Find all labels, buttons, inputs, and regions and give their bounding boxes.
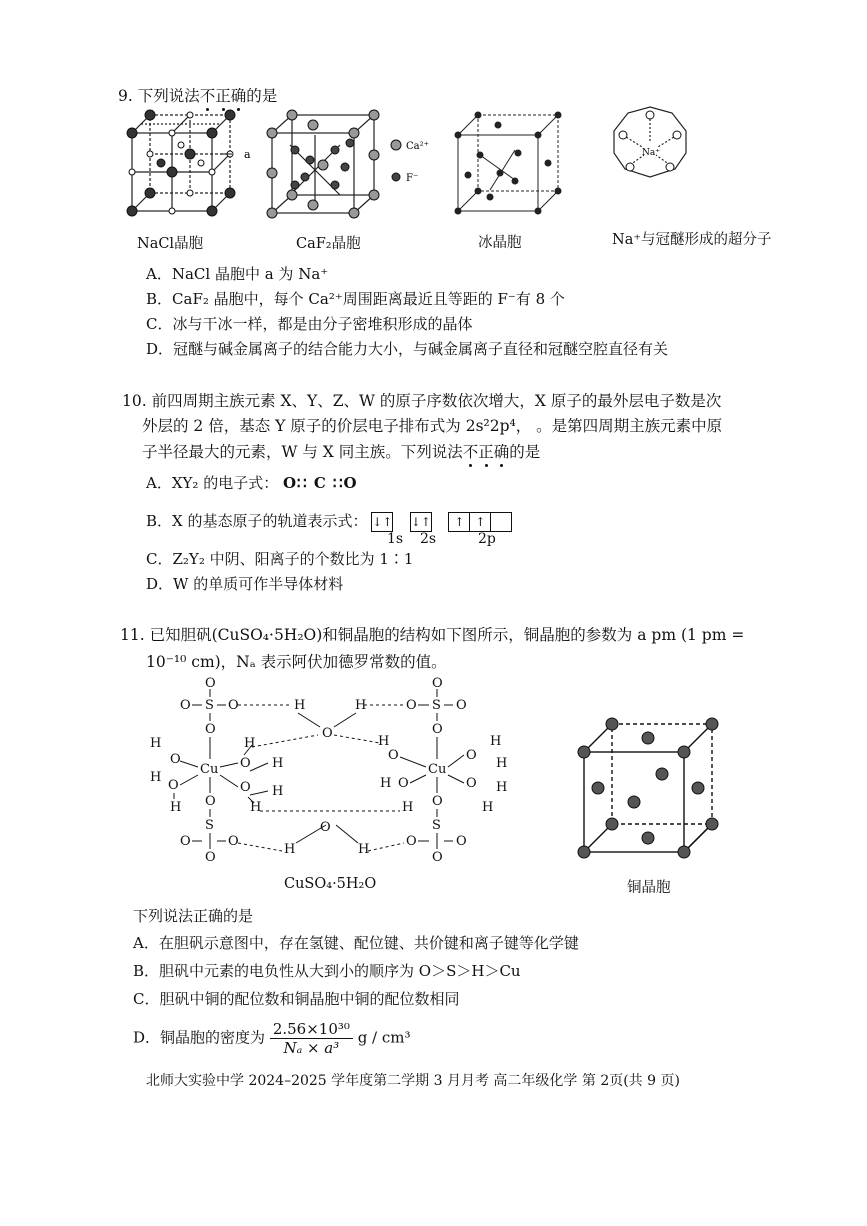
svg-text:O: O (388, 748, 399, 763)
svg-text:O: O (168, 778, 179, 793)
svg-text:O: O (320, 820, 331, 835)
q11-option-b: B．胆矾中元素的电负性从大到小的顺序为 O＞S＞H＞Cu (133, 962, 521, 980)
svg-text:S: S (432, 818, 441, 833)
q9-option-d: D．冠醚与碱金属离子的结合能力大小，与碱金属离子直径和冠醚空腔直径有关 (146, 340, 669, 358)
q11-option-a: A．在胆矾示意图中，存在氢键、配位键、共价键和离子键等化学键 (133, 934, 579, 952)
q9-stem: 9. 下列说法不正确的是 (118, 84, 277, 106)
q10-option-c: C．Z₂Y₂ 中阴、阳离子的个数比为 1∶1 (146, 550, 414, 568)
q9-option-c: C．冰与干冰一样，都是由分子密堆积形成的晶体 (146, 315, 473, 333)
svg-text:O: O (432, 850, 443, 865)
svg-text:O: O (170, 752, 181, 767)
svg-text:H: H (272, 756, 284, 771)
orbital-box-2p-2: ↑ (469, 512, 491, 532)
svg-text:O: O (205, 850, 216, 865)
svg-text:H: H (244, 736, 256, 751)
q11-option-c: C．胆矾中铜的配位数和铜晶胞中铜的配位数相同 (133, 990, 460, 1008)
svg-text:H: H (402, 800, 414, 815)
q11-line2: 10⁻¹⁰ cm)，Nₐ 表示阿伏加德罗常数的值。 (146, 653, 447, 671)
svg-text:O: O (180, 698, 191, 713)
svg-text:O: O (180, 834, 191, 849)
f-legend-icon (392, 173, 400, 181)
svg-text:Cu: Cu (200, 762, 219, 777)
svg-text:H: H (358, 842, 370, 857)
orbital-box-1s: ↓↑ (371, 512, 393, 532)
caption-crown: Na⁺与冠醚形成的超分子 (612, 232, 772, 248)
svg-text:O: O (456, 834, 467, 849)
q9-option-a: A．NaCl 晶胞中 a 为 Na⁺ (146, 265, 329, 283)
svg-text:O: O (406, 698, 417, 713)
q9-figures (120, 105, 780, 225)
nacl-label-a: a (244, 148, 251, 161)
svg-text:O: O (466, 748, 477, 763)
q10-option-d: D．W 的单质可作半导体材料 (146, 575, 344, 593)
q10-line3: 子半径最大的元素，W 与 X 同主族。下列说法不正确的是 (142, 440, 540, 462)
orbital-box-2p-3 (490, 512, 512, 532)
ca-legend-label: Ca²⁺ (406, 141, 429, 152)
svg-text:H: H (496, 756, 508, 771)
q11-option-d: D．铜晶胞的密度为 $\frac{\text{2.56×10³⁰}}{\text{Nₐ × a³}}$ g / cm³ (133, 1020, 411, 1057)
svg-text:O: O (205, 676, 216, 691)
svg-text:H: H (490, 734, 502, 749)
svg-text:O: O (432, 722, 443, 737)
caption-nacl: NaCl晶胞 (137, 236, 204, 252)
svg-text:O: O (228, 834, 239, 849)
orbital-label-2p: 2p (478, 531, 496, 547)
co2-electron-formula: O∷ C ∷O (282, 474, 358, 492)
q10-line1: 10. 前四周期主族元素 X、Y、Z、W 的原子序数依次增大，X 原子的最外层电子数是次 (122, 392, 722, 410)
svg-text:O: O (205, 794, 216, 809)
cuso4-structure-figure (140, 675, 540, 865)
caption-ice: 冰晶胞 (478, 235, 522, 251)
q10-line2: 外层的 2 倍，基态 Y 原子的价层电子排布式为 2s²2p⁴， 。是第四周期主族元素中原 (142, 417, 723, 435)
svg-text:H: H (272, 784, 284, 799)
q10-number: 10. (122, 392, 147, 410)
svg-text:H: H (170, 800, 182, 815)
svg-text:H: H (380, 776, 392, 791)
svg-text:O: O (406, 834, 417, 849)
q9-number: 9. (118, 87, 133, 105)
svg-text:O: O (322, 726, 333, 741)
caption-copper: 铜晶胞 (627, 880, 671, 896)
svg-text:O: O (398, 776, 409, 791)
caption-cuso4: CuSO₄·5H₂O (284, 876, 377, 892)
svg-text:Cu: Cu (428, 762, 447, 777)
q9-option-b: B．CaF₂ 晶胞中，每个 Ca²⁺周围距离最近且等距的 F⁻有 8 个 (146, 290, 565, 308)
orbital-label-2s: 2s (420, 531, 437, 547)
svg-text:H: H (284, 842, 296, 857)
q11-number: 11. (120, 626, 145, 644)
ca-legend-icon (391, 140, 401, 150)
svg-text:H: H (150, 770, 162, 785)
q10-option-b: B．X 的基态原子的轨道表示式： ↓↑ ↓↑ ↑ ↑ (146, 510, 512, 532)
svg-text:O: O (466, 776, 477, 791)
svg-text:H: H (355, 698, 367, 713)
na-ion-label: Na⁺ (642, 148, 660, 158)
svg-text:O: O (432, 794, 443, 809)
svg-text:H: H (294, 698, 306, 713)
svg-text:S: S (205, 818, 214, 833)
page-footer: 北师大实验中学 2024–2025 学年度第二学期 3 月月考 高二年级化学 第 2页(共 9 页) (146, 1073, 680, 1089)
svg-text:H: H (496, 780, 508, 795)
orbital-box-2s: ↓↑ (410, 512, 432, 532)
svg-text:O: O (240, 780, 251, 795)
svg-text:H: H (150, 736, 162, 751)
q10-option-a: A．XY₂ 的电子式： O∷ C ∷O (146, 474, 358, 492)
orbital-box-2p-1: ↑ (448, 512, 470, 532)
svg-text:H: H (250, 800, 262, 815)
q11-line1: 11. 已知胆矾(CuSO₄·5H₂O)和铜晶胞的结构如下图所示，铜晶胞的参数为 a pm (1 pm = (120, 626, 745, 644)
svg-text:O: O (432, 676, 443, 691)
copper-cell-figure (572, 712, 732, 867)
f-legend-label: F⁻ (406, 173, 419, 184)
svg-text:H: H (378, 734, 390, 749)
svg-text:O: O (205, 722, 216, 737)
q11-prompt: 下列说法正确的是 (133, 907, 254, 925)
svg-text:O: O (240, 756, 251, 771)
caption-caf2: CaF₂晶胞 (296, 236, 361, 252)
svg-text:O: O (456, 698, 467, 713)
svg-text:O: O (228, 698, 239, 713)
svg-text:H: H (482, 800, 494, 815)
svg-text:S: S (432, 698, 441, 713)
orbital-label-1s: 1s (387, 531, 404, 547)
svg-text:S: S (205, 698, 214, 713)
ice-cell-figure (458, 115, 558, 211)
density-fraction: $\frac{\text{2.56×10³⁰}}{\text{Nₐ × a³}}$ (270, 1020, 353, 1057)
